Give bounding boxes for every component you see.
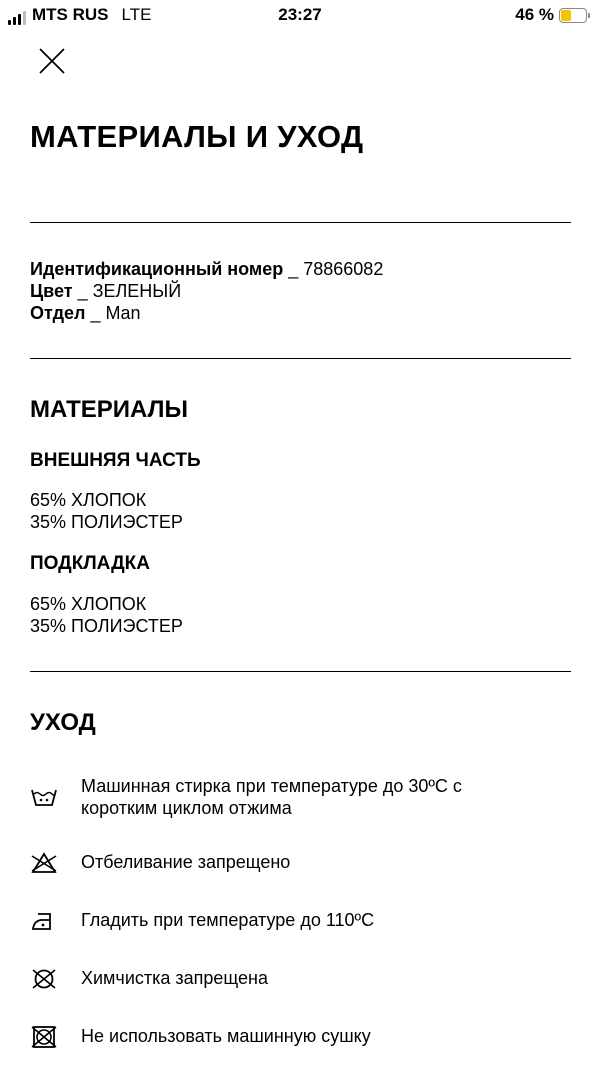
care-item-wash: [30, 775, 531, 819]
product-dept-row: [30, 302, 383, 324]
care-item-dry-clean: [30, 967, 531, 991]
divider: [30, 671, 571, 672]
wash-30-icon: [30, 785, 58, 809]
close-button[interactable]: [38, 47, 66, 75]
material-item: 35% ПОЛИЭСТЕР: [30, 512, 183, 532]
care-text: Машинная стирка при температуре до 30ºC с коротким циклом отжима: [81, 776, 462, 818]
product-info: [30, 258, 383, 324]
divider: [30, 222, 571, 223]
product-color-row: [30, 280, 383, 302]
care-item-tumble-dry: [30, 1025, 531, 1049]
carrier-name: MTS RUS: [32, 5, 109, 24]
outer-title: ВНЕШНЯЯ ЧАСТЬ: [30, 450, 201, 471]
battery-tip: [588, 13, 590, 18]
no-tumble-dry-icon: [30, 1025, 58, 1049]
care-item-iron: [30, 909, 531, 933]
product-color-label: Цвет: [30, 281, 73, 301]
care-title: УХОД: [30, 709, 96, 736]
battery-icon: [559, 8, 587, 23]
no-bleach-icon: [30, 851, 58, 875]
material-item: 35% ПОЛИЭСТЕР: [30, 616, 183, 636]
battery-percent: 46 %: [515, 5, 554, 24]
divider: [30, 358, 571, 359]
network-type: LTE: [121, 5, 152, 24]
lining-title: ПОДКЛАДКА: [30, 553, 150, 574]
battery-fill: [561, 10, 571, 21]
product-dept-label: Отдел: [30, 303, 86, 323]
product-id-value: _ 78866082: [283, 259, 384, 279]
material-item: 65% ХЛОПОК: [30, 490, 147, 510]
clock: 23:27: [278, 5, 322, 24]
care-text: Гладить при температуре до 110ºC: [81, 910, 375, 930]
materials-title: МАТЕРИАЛЫ: [30, 396, 189, 423]
status-bar: [0, 0, 600, 30]
product-color-value: _ ЗЕЛЕНЫЙ: [72, 281, 182, 301]
care-item-bleach: [30, 851, 531, 875]
care-text: Химчистка запрещена: [81, 968, 268, 988]
outer-materials: [30, 489, 183, 533]
status-right: [515, 5, 590, 25]
product-id-row: [30, 258, 383, 280]
product-dept-value: _ Man: [85, 303, 141, 323]
product-id-label: Идентификационный номер: [30, 259, 284, 279]
care-text: Не использовать машинную сушку: [81, 1026, 371, 1046]
close-icon: [38, 47, 66, 75]
care-text: Отбеливание запрещено: [81, 852, 291, 872]
no-dry-clean-icon: [30, 967, 58, 991]
page-title: МАТЕРИАЛЫ И УХОД: [30, 119, 364, 154]
lining-materials: [30, 593, 183, 637]
material-item: 65% ХЛОПОК: [30, 594, 147, 614]
iron-low-icon: [30, 909, 58, 933]
